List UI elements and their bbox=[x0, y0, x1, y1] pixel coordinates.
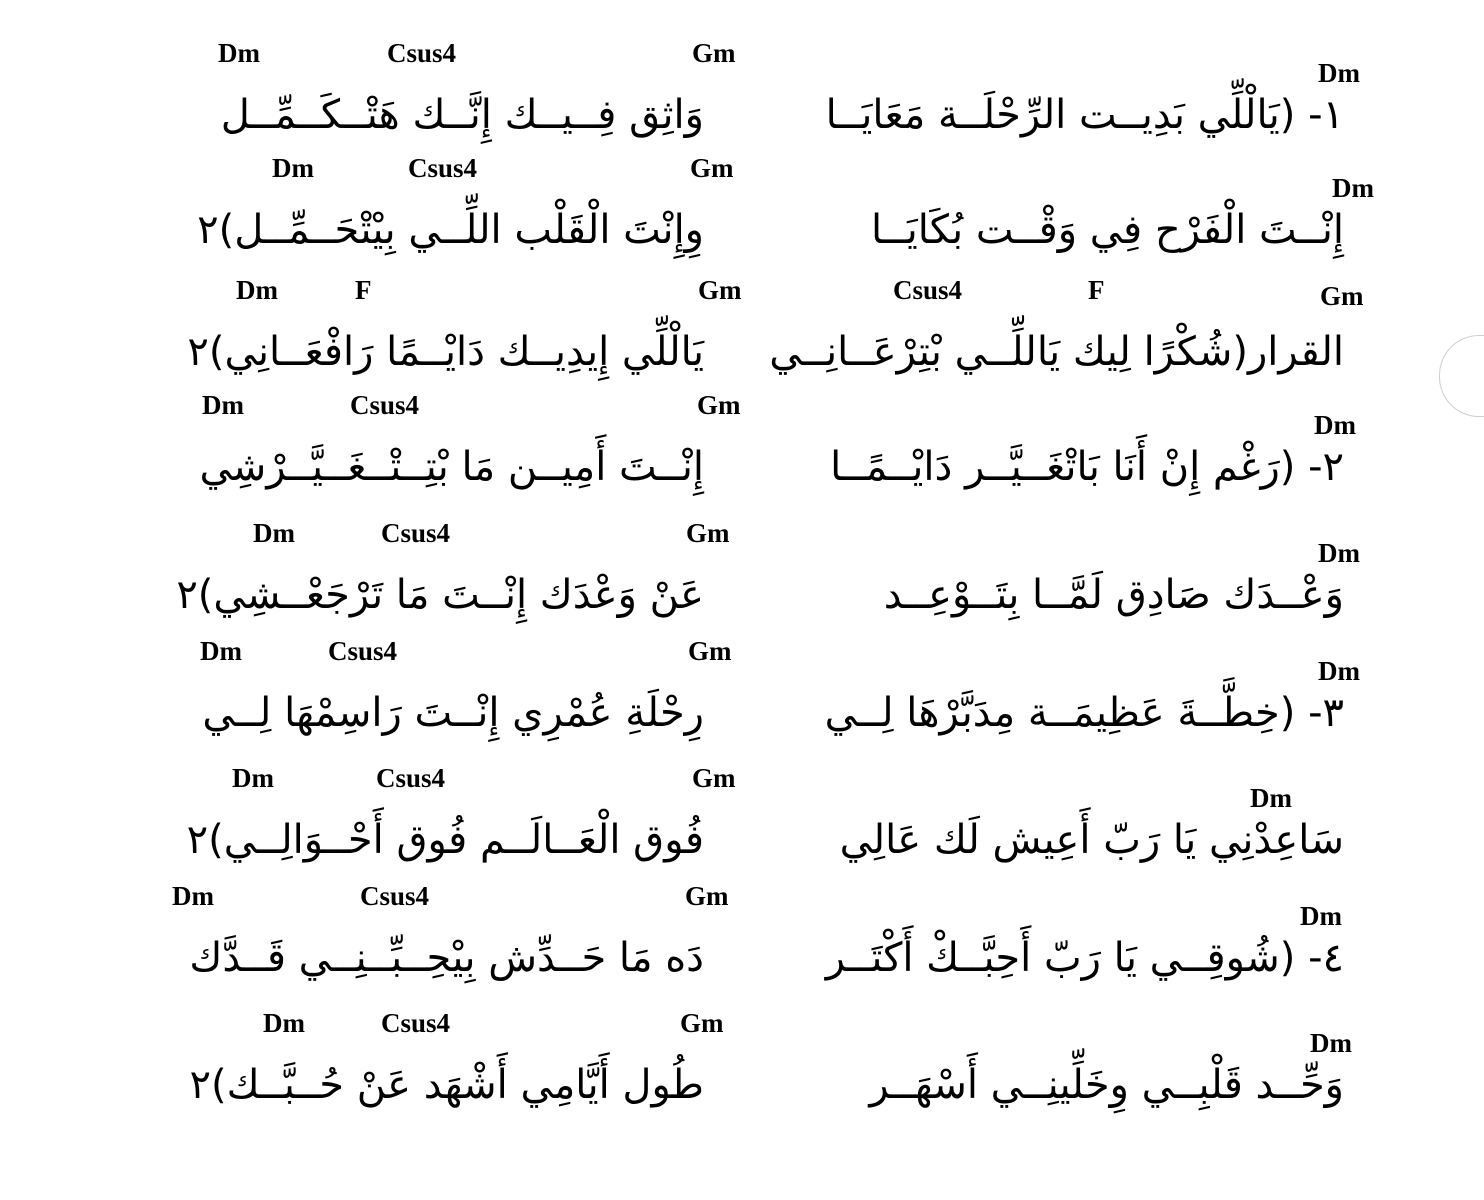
lyric-line-left: عَنْ وَعْدَك إِنْــتَ مَا تَرْجَعْــشِي)٢ bbox=[176, 572, 704, 618]
chord-label: F bbox=[355, 275, 372, 305]
chord-label: Dm bbox=[236, 275, 278, 305]
lyric-line-left: وِإِنْتَ الْقَلْب اللِّــي بِيْتْحَــمِّــل)٢ bbox=[197, 207, 704, 253]
chord-label: Csus4 bbox=[376, 763, 446, 793]
chord-label: Dm bbox=[200, 636, 242, 666]
chord-label: Dm bbox=[263, 1008, 305, 1038]
chord-label: Csus4 bbox=[381, 1008, 451, 1038]
chord-label: Gm bbox=[690, 153, 734, 183]
chord-label: Dm bbox=[1314, 410, 1356, 440]
lyric-line-left: دَه مَا حَــدِّش بِيْحِــبِّــنِــي قَــدَّك bbox=[189, 935, 704, 981]
lyric-line-left: رِحْلَةِ عُمْرِي إِنْــتَ رَاسِمْهَا لِــي bbox=[202, 690, 704, 736]
chord-label: Csus4 bbox=[408, 153, 478, 183]
lyric-line-right: ١- (يَالْلِّي بَدِيــت الرِّحْلَــة مَعَايَــا bbox=[825, 92, 1344, 138]
chord-label: Gm bbox=[685, 881, 729, 911]
chord-label: Dm bbox=[1318, 538, 1360, 568]
lyric-line-right: إِنْــتَ الْفَرْح فِي وَقْــت بُكَايَــا bbox=[870, 207, 1344, 253]
chord-label: Dm bbox=[272, 153, 314, 183]
lyric-line-right: ٢- (رَغْم إِنْ أَنَا بَاتْغَــيَّــر دَايْــمًــا bbox=[830, 444, 1344, 490]
chord-label: Gm bbox=[686, 518, 730, 548]
chord-label: Gm bbox=[697, 390, 741, 420]
chord-label: Dm bbox=[1310, 1028, 1352, 1058]
chord-label: Dm bbox=[202, 390, 244, 420]
chord-label: Dm bbox=[253, 518, 295, 548]
chord-label: Csus4 bbox=[328, 636, 398, 666]
chord-label: Dm bbox=[232, 763, 274, 793]
chord-label: Dm bbox=[1318, 58, 1360, 88]
chord-label: Csus4 bbox=[387, 38, 457, 68]
chord-label: Gm bbox=[698, 275, 742, 305]
chord-label: Gm bbox=[692, 763, 736, 793]
chord-label: Dm bbox=[1250, 783, 1292, 813]
lyric-line-right: وَحِّــد قَلْبِــي وِخَلِّينِــي أَسْهَــر bbox=[869, 1062, 1344, 1108]
chord-label: Csus4 bbox=[350, 390, 420, 420]
chord-label: Gm bbox=[680, 1008, 724, 1038]
chord-label: Csus4 bbox=[893, 275, 963, 305]
chord-label: Csus4 bbox=[381, 518, 451, 548]
lyric-line-right: ٣- (خِطَّــةَ عَظِيمَــة مِدَبَّرْهَا لِــي bbox=[824, 690, 1344, 736]
lyric-line-left: فُوق الْعَــالَــم فُوق أَحْــوَالِــي)٢ bbox=[186, 817, 704, 863]
chord-label: Dm bbox=[1332, 173, 1374, 203]
lyric-line-left: وَاثِق فِــيــك إِنَّــك هَتْــكَــمِّــل bbox=[220, 92, 704, 138]
chord-label: F bbox=[1088, 275, 1105, 305]
chord-label: Gm bbox=[692, 38, 736, 68]
lyric-line-left: إِنْــتَ أَمِيــن مَا بْتِــتْــغَــيَّــرْشِي bbox=[199, 444, 704, 490]
lyric-line-right: القرار(شُكْرًا لِيك يَاللِّــي بْتِرْعَــانِــي bbox=[769, 329, 1344, 375]
chord-label: Csus4 bbox=[360, 881, 430, 911]
chord-label: Dm bbox=[1318, 656, 1360, 686]
lyric-line-left: يَالْلِّي إِيدِيــك دَايْــمًا رَافْعَــانِي)٢ bbox=[187, 329, 704, 375]
lyric-line-right: ٤- (شُوقِــي يَا رَبّ أَحِبَّــكْ أَكْتَــر bbox=[825, 935, 1344, 981]
chord-label: Dm bbox=[218, 38, 260, 68]
lyric-line-left: طُول أَيَّامِي أَشْهَد عَنْ حُــبَّــك)٢ bbox=[189, 1062, 704, 1108]
chord-label: Dm bbox=[1300, 901, 1342, 931]
lyric-line-right: سَاعِدْنِي يَا رَبّ أَعِيش لَك عَالِي bbox=[839, 817, 1344, 863]
chord-label: Dm bbox=[172, 881, 214, 911]
lyric-line-right: وَعْــدَك صَادِق لَمَّــا بِتَــوْعِــد bbox=[883, 572, 1344, 618]
chord-label: Gm bbox=[1320, 281, 1364, 311]
chord-label: Gm bbox=[688, 636, 732, 666]
page-edge-mark bbox=[1439, 335, 1484, 417]
